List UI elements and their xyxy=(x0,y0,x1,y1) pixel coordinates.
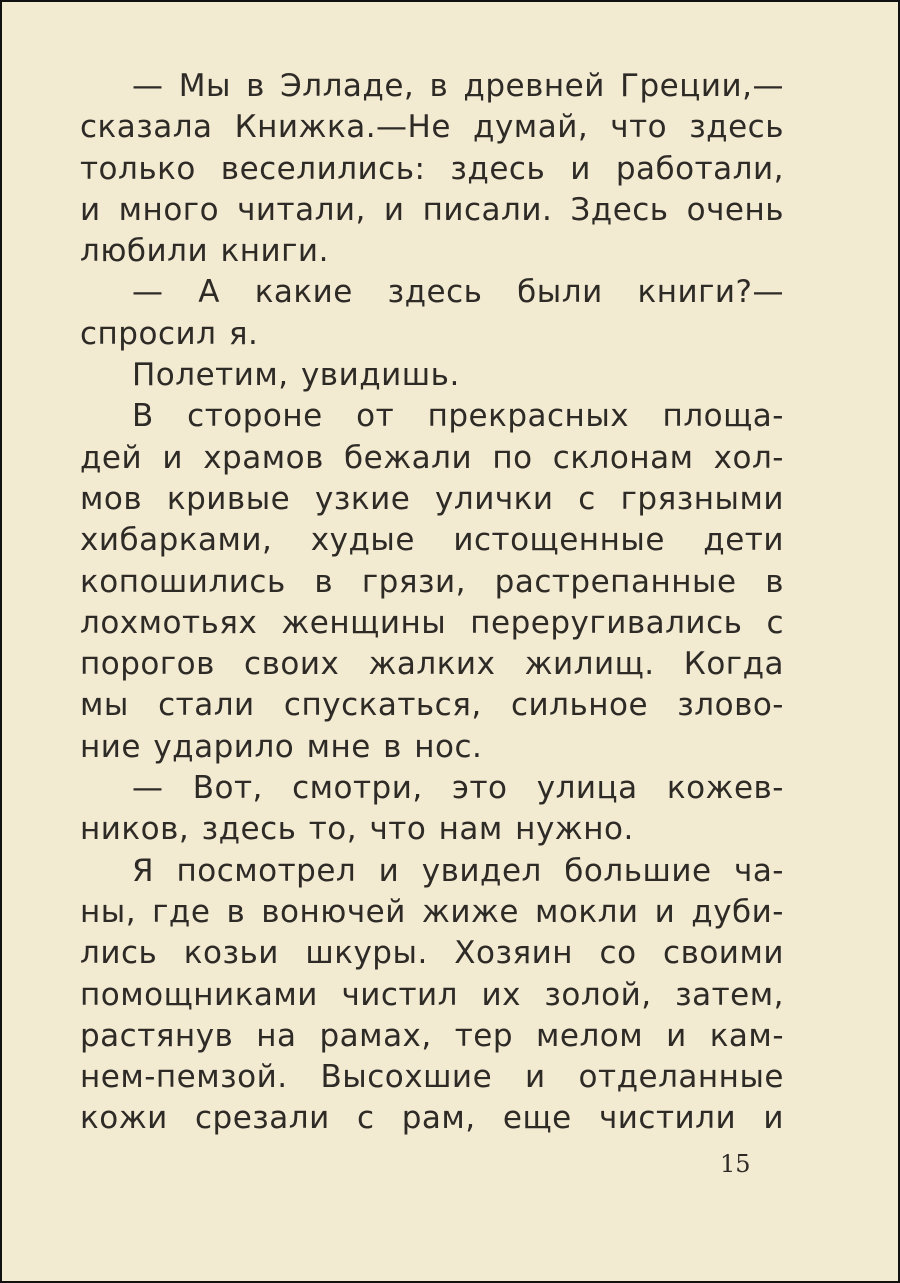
text-line: растянув на рамах, тер мелом и кам- xyxy=(80,1017,784,1054)
text-line: — Вот, смотри, это улица кожев- xyxy=(132,770,784,807)
text-line: — А какие здесь были книги?— xyxy=(132,274,784,311)
text-line: Полетим, увидишь. xyxy=(132,357,460,394)
text-line: и много читали, и писали. Здесь очень xyxy=(80,191,784,228)
text-line: хибарками, худые истощенные дети xyxy=(80,522,784,559)
text-line: сказала Книжка.—Не думай, что здесь xyxy=(80,109,784,146)
text-line: спросил я. xyxy=(80,315,259,352)
text-line: копошились в грязи, растрепанные в xyxy=(80,563,784,600)
text-line: порогов своих жалких жилищ. Когда xyxy=(80,646,784,683)
text-line: лись козьи шкуры. Хозяин со своими xyxy=(80,935,784,972)
text-line: мы стали спускаться, сильное злово- xyxy=(80,687,784,724)
text-line: помощниками чистил их золой, затем, xyxy=(80,976,784,1013)
text-line: лохмотьях женщины переругивались с xyxy=(80,604,784,641)
text-line: только веселились: здесь и работали, xyxy=(80,150,784,187)
text-line: В стороне от прекрасных площа- xyxy=(132,398,784,435)
text-line: любили книги. xyxy=(80,233,329,270)
text-line: дей и храмов бежали по склонам хол- xyxy=(80,439,784,476)
page-number: 15 xyxy=(720,1150,751,1178)
text-line: ников, здесь то, что нам нужно. xyxy=(80,811,634,848)
text-line: — Мы в Элладе, в древней Греции,— xyxy=(132,68,784,104)
page-body-text xyxy=(80,66,784,1140)
text-line: нем-пемзой. Высохшие и отделанные xyxy=(80,1059,784,1096)
text-line: Я посмотрел и увидел большие ча- xyxy=(132,852,784,889)
text-line: ны, где в вонючей жиже мокли и дуби- xyxy=(80,893,784,930)
text-line: мов кривые узкие улички с грязными xyxy=(80,480,784,517)
text-line: ние ударило мне в нос. xyxy=(80,728,483,765)
text-line: кожи срезали с рам, еще чистили и xyxy=(80,1100,784,1137)
